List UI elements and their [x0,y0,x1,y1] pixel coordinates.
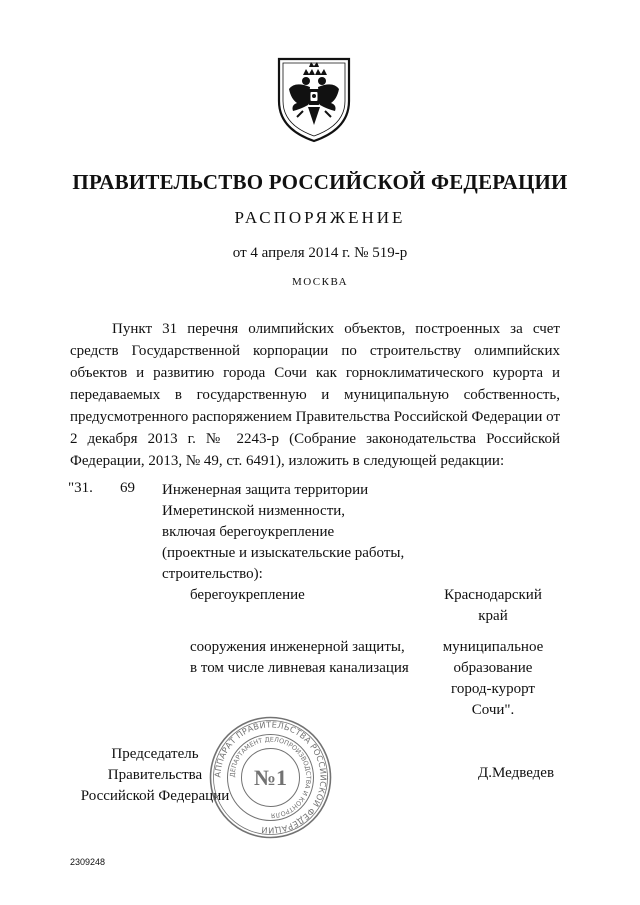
item-description-line: Имеретинской низменности, [162,503,346,519]
subitem-name-line: берегоукрепление [190,587,305,603]
subitem-name-line: в том числе ливневая канализация [190,660,409,676]
signer-position-line: Российской Федерации [80,788,230,804]
main-paragraph: Пункт 31 перечня олимпийских объектов, построенных за счет средств Государственной корпорации по строительству олимпийских объектов и развитию города Сочи как горноклиматического курорта и передаваемых в государственную и муниципальную собственность, предусмотренного распоряжением Правительства Российской Федерации от 2 декабря 2013 г. № 2243-р (Собрание законодательства Российской Федерации, 2013, № 49, ст. 6491), изложить в следующей редакции: [70,321,560,469]
item-code: 69 [120,480,135,496]
subitem-owner-line: Краснодарский [444,587,542,603]
document-type: РАСПОРЯЖЕНИЕ [234,208,406,227]
seal-inner-text: ДЕПАРТАМЕНТ ДЕЛОПРОИЗВОДСТВА И КОНТРОЛЯ [228,735,313,820]
subitem-owner-line: муниципальное [442,639,544,655]
subitem-owner-line: край [478,608,508,624]
document-city: МОСКВА [291,276,349,288]
item-description [162,480,422,585]
subitem-name-line: сооружения инженерной защиты, [190,639,405,655]
subitem-owner [428,585,558,627]
official-seal-icon [208,715,333,840]
subitem-owner-line: образование [453,660,533,676]
coat-of-arms-icon [275,55,353,143]
subitem-owner-line: город-курорт [451,681,535,697]
government-title: ПРАВИТЕЛЬСТВО РОССИЙСКОЙ ФЕДЕРАЦИИ [72,170,568,194]
document-code: 2309248 [70,857,106,867]
seal-center-text: №1 [253,765,288,790]
item-description-line: (проектные и изыскательские работы, [162,545,405,561]
item-description-line: Инженерная защита территории [162,482,369,498]
seal-outer-text: АППАРАТ ПРАВИТЕЛЬСТВА РОССИЙСКОЙ ФЕДЕРАЦИИ [212,719,329,836]
signer-position-line: Председатель Правительства [107,746,203,783]
item-number: "31. [68,480,93,496]
subitem-name [190,637,409,679]
item-description-line: строительство): [162,566,263,582]
subitem-owner-line: Сочи". [471,702,515,718]
document-date-number: от 4 апреля 2014 г. № 519-р [232,245,408,261]
subitem-owner [428,637,558,721]
item-description-line: включая берегоукрепление [162,524,335,540]
subitem-name [190,585,305,606]
signer-name: Д.Медведев [478,765,555,781]
